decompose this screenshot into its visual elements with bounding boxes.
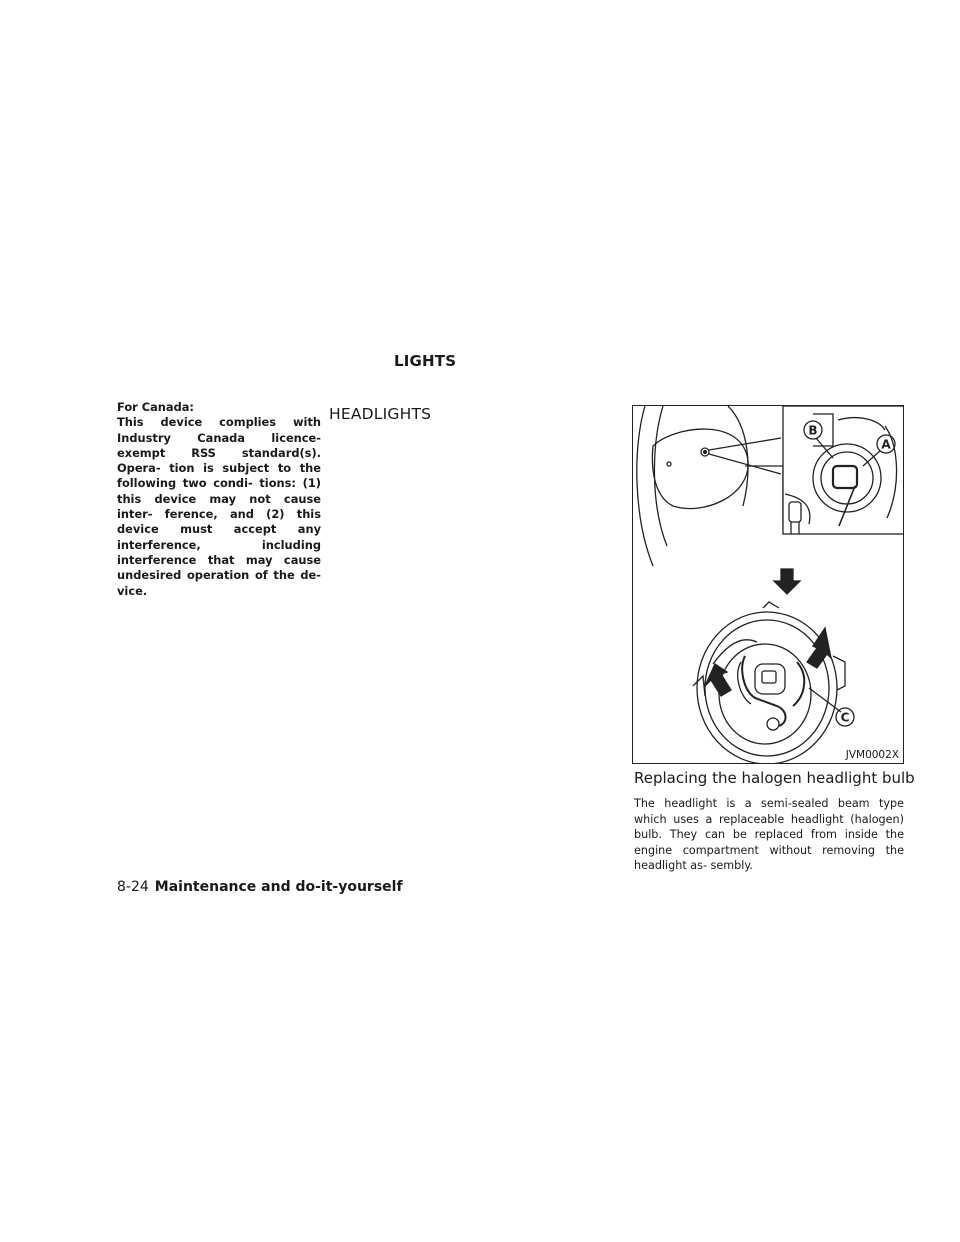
page-number: 8-24	[117, 879, 149, 895]
callout-a-label: A	[881, 437, 891, 452]
canada-notice-lead: For Canada:	[117, 400, 194, 414]
section-title: LIGHTS	[394, 352, 457, 370]
figure-code: JVM0002X	[845, 749, 899, 761]
headlight-bulb-illustration	[632, 405, 904, 764]
canada-notice-body: This device complies with Industry Canada licence-exempt RSS standard(s). Opera- tion is subject to the following two condi- tions: (1) this device may not cause inter- ference, and (2) this device must accept any interference, including interference that may cause undesired operation of the de- vice.	[117, 415, 321, 598]
page-footer	[117, 879, 403, 895]
bulb-replacement-heading: Replacing the halogen headlight bulb	[634, 769, 915, 787]
headlight-diagram	[633, 406, 904, 764]
footer-section-title: Maintenance and do-it-yourself	[154, 879, 403, 895]
callout-c-label: C	[840, 710, 850, 725]
bulb-replacement-text: The headlight is a semi-sealed beam type which uses a replaceable headlight (halogen) bulb. They can be replaced from inside the engine compartment without removing the headlight as- sembly.	[634, 797, 904, 872]
headlights-heading: HEADLIGHTS	[329, 405, 432, 423]
callout-b-label: B	[808, 423, 818, 438]
canada-notice	[117, 400, 321, 599]
